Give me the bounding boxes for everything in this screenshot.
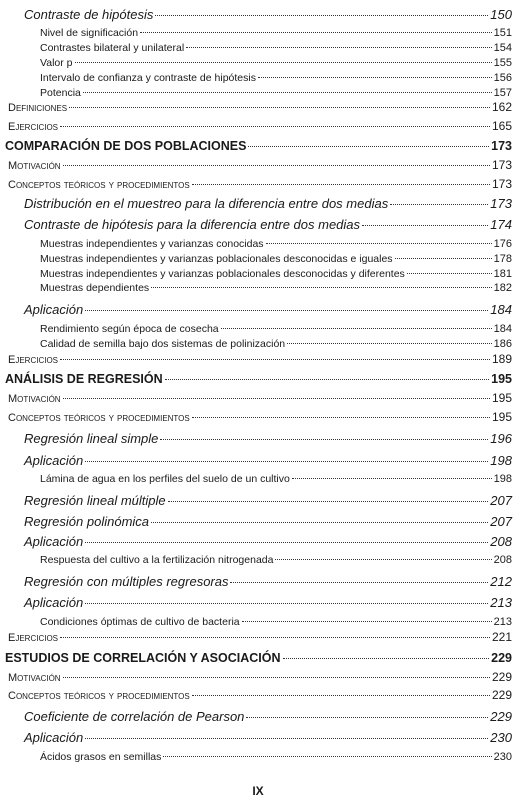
dot-leader — [85, 542, 488, 543]
toc-entry-title: Respuesta del cultivo a la fertilización nitrogenada — [40, 554, 274, 566]
dot-leader — [85, 603, 488, 604]
toc-entry[interactable] — [8, 159, 512, 172]
dot-leader — [242, 621, 492, 622]
dot-leader — [221, 328, 492, 329]
toc-entry-title: Motivación — [8, 672, 61, 684]
toc-entry[interactable] — [24, 8, 512, 21]
toc-entry-page: 208 — [490, 534, 512, 549]
toc-entry[interactable] — [40, 73, 512, 84]
toc-entry-page: 156 — [493, 72, 512, 84]
toc-entry[interactable] — [24, 515, 512, 528]
toc-entry[interactable] — [24, 710, 512, 723]
dot-leader — [85, 310, 488, 311]
toc-entry-title: Aplicación — [24, 534, 84, 549]
dot-leader — [192, 695, 490, 696]
toc-entry-page: 230 — [490, 730, 512, 745]
toc-entry-page: 189 — [491, 352, 512, 366]
toc-entry[interactable] — [8, 101, 512, 114]
toc-entry-page: 157 — [493, 87, 512, 99]
toc-entry-title: Ejercicios — [8, 632, 59, 644]
toc-entry-page: 229 — [491, 688, 512, 702]
dot-leader — [287, 343, 492, 344]
toc-entry-title: Contraste de hipótesis para la diferencia entre dos medias — [24, 217, 361, 232]
toc-entry-page: 150 — [490, 7, 512, 22]
toc-entry-title: Muestras independientes y varianzas poblacionales desconocidas y diferentes — [40, 268, 405, 280]
toc-entry-title: ANÁLISIS DE REGRESIÓN — [5, 372, 163, 386]
toc-entry[interactable] — [40, 617, 512, 628]
dot-leader — [390, 204, 488, 205]
toc-entry[interactable] — [40, 752, 512, 763]
toc-entry-title: Ácidos grasos en semillas — [40, 751, 162, 763]
toc-entry-page: 213 — [490, 595, 512, 610]
toc-entry-title: Aplicación — [24, 302, 84, 317]
toc-entry[interactable] — [8, 411, 512, 424]
toc-entry-page: 173 — [491, 177, 512, 191]
dot-leader — [395, 258, 492, 259]
toc-entry-title: Conceptos teóricos y procedimientos — [8, 690, 190, 702]
toc-entry-page: 184 — [490, 302, 512, 317]
dot-leader — [85, 738, 488, 739]
dot-leader — [83, 92, 492, 93]
dot-leader — [63, 398, 490, 399]
toc-entry-page: 198 — [493, 473, 512, 485]
dot-leader — [266, 243, 492, 244]
toc-entry-title: Definiciones — [8, 102, 68, 114]
toc-entry-title: Muestras dependientes — [40, 282, 150, 294]
dot-leader — [151, 287, 491, 288]
dot-leader — [160, 439, 488, 440]
toc-entry[interactable] — [8, 671, 512, 684]
toc-entry-page: 229 — [490, 709, 512, 724]
toc-entry[interactable] — [40, 254, 512, 265]
toc-entry-page: 186 — [493, 338, 512, 350]
toc-entry-page: 198 — [490, 453, 512, 468]
toc-entry[interactable] — [24, 575, 512, 588]
toc-entry-page: 174 — [490, 217, 512, 232]
toc-entry-title: Muestras independientes y varianzas conocidas — [40, 238, 264, 250]
dot-leader — [151, 522, 488, 523]
toc-entry[interactable] — [8, 631, 512, 644]
toc-entry-title: Coeficiente de correlación de Pearson — [24, 709, 245, 724]
toc-entry-title: Contraste de hipótesis — [24, 7, 154, 22]
toc-entry[interactable] — [24, 197, 512, 210]
toc-entry-page: 196 — [490, 431, 512, 446]
toc-entry[interactable] — [24, 218, 512, 231]
toc-entry[interactable] — [40, 239, 512, 250]
toc-entry[interactable] — [40, 324, 512, 335]
dot-leader — [75, 62, 492, 63]
dot-leader — [168, 501, 489, 502]
dot-leader — [85, 461, 488, 462]
toc-entry[interactable] — [8, 120, 512, 133]
toc-entry-page: 207 — [490, 514, 512, 529]
toc-entry-page: 212 — [490, 574, 512, 589]
toc-entry-page: 162 — [491, 100, 512, 114]
toc-entry-title: Lámina de agua en los perfiles del suelo de un cultivo — [40, 473, 290, 485]
toc-entry-page: 173 — [491, 139, 512, 153]
toc-entry-title: Regresión lineal múltiple — [24, 493, 166, 508]
toc-entry-page: 151 — [493, 27, 512, 39]
toc-entry-title: Regresión con múltiples regresoras — [24, 574, 229, 589]
dot-leader — [258, 77, 492, 78]
dot-leader — [140, 32, 492, 33]
toc-entry-page: 176 — [493, 238, 512, 250]
toc-entry-page: 229 — [491, 651, 512, 665]
toc-entry-page: 178 — [493, 253, 512, 265]
toc-entry[interactable] — [24, 432, 512, 445]
toc-entry-title: Motivación — [8, 393, 61, 405]
dot-leader — [60, 359, 490, 360]
toc-entry[interactable] — [24, 731, 512, 744]
toc-entry[interactable] — [24, 303, 512, 316]
dot-leader — [192, 417, 490, 418]
dot-leader — [163, 756, 491, 757]
toc-entry-title: Regresión polinómica — [24, 514, 150, 529]
dot-leader — [192, 184, 490, 185]
toc-entry-page: 195 — [491, 391, 512, 405]
toc-entry-page: 208 — [493, 554, 512, 566]
toc-entry-page: 181 — [493, 268, 512, 280]
toc-entry-title: Valor p — [40, 57, 73, 69]
dot-leader — [63, 677, 490, 678]
toc-entry-page: 195 — [491, 410, 512, 424]
dot-leader — [362, 225, 488, 226]
dot-leader — [63, 165, 490, 166]
dot-leader — [69, 107, 490, 108]
toc-entry[interactable] — [24, 454, 512, 467]
toc-entry-page: 229 — [491, 670, 512, 684]
toc-entry-page: 184 — [493, 323, 512, 335]
toc-entry[interactable] — [40, 58, 512, 69]
dot-leader — [60, 126, 490, 127]
toc-entry-page: 173 — [491, 158, 512, 172]
toc-entry-title: Nivel de significación — [40, 27, 139, 39]
toc-entry-title: Rendimiento según época de cosecha — [40, 323, 219, 335]
toc-entry-title: Aplicación — [24, 595, 84, 610]
toc-entry-page: 230 — [493, 751, 512, 763]
toc-entry[interactable] — [40, 555, 512, 566]
toc-entry-title: Intervalo de confianza y contraste de hipótesis — [40, 72, 256, 84]
dot-leader — [407, 273, 492, 274]
toc-entry[interactable] — [40, 88, 512, 99]
toc-entry-page: 155 — [493, 57, 512, 69]
toc-entry-title: ESTUDIOS DE CORRELACIÓN Y ASOCIACIÓN — [5, 651, 281, 665]
toc-entry[interactable] — [40, 269, 512, 280]
toc-entry-page: 182 — [493, 282, 512, 294]
toc-entry[interactable] — [24, 494, 512, 507]
toc-entry[interactable] — [24, 535, 512, 548]
toc-entry-title: Condiciones óptimas de cultivo de bacteria — [40, 616, 240, 628]
toc-entry-title: Muestras independientes y varianzas poblacionales desconocidas e iguales — [40, 253, 393, 265]
toc-entry[interactable] — [8, 392, 512, 405]
toc-entry[interactable] — [8, 353, 512, 366]
dot-leader — [165, 379, 489, 380]
dot-leader — [283, 658, 490, 659]
dot-leader — [60, 637, 490, 638]
toc-entry-title: Distribución en el muestreo para la diferencia entre dos medias — [24, 196, 389, 211]
dot-leader — [248, 146, 489, 147]
toc-entry-title: Conceptos teóricos y procedimientos — [8, 412, 190, 424]
toc-entry-title: Ejercicios — [8, 121, 59, 133]
toc-entry-page: 154 — [493, 42, 512, 54]
toc-entry[interactable] — [8, 689, 512, 702]
dot-leader — [186, 47, 491, 48]
dot-leader — [246, 717, 488, 718]
toc-entry[interactable] — [5, 652, 512, 665]
toc-entry[interactable] — [5, 140, 512, 153]
toc-entry-title: Contrastes bilateral y unilateral — [40, 42, 185, 54]
dot-leader — [292, 478, 492, 479]
toc-entry-title: Ejercicios — [8, 354, 59, 366]
dot-leader — [155, 15, 488, 16]
toc-entry-page: 207 — [490, 493, 512, 508]
toc-entry[interactable] — [40, 283, 512, 294]
toc-entry[interactable] — [24, 596, 512, 609]
toc-entry-title: Aplicación — [24, 730, 84, 745]
toc-entry-page: 195 — [491, 372, 512, 386]
toc-entry-title: Motivación — [8, 160, 61, 172]
toc-entry[interactable] — [40, 339, 512, 350]
dot-leader — [275, 559, 491, 560]
page-number: IX — [252, 784, 264, 798]
toc-entry-page: 221 — [491, 630, 512, 644]
toc-entry-title: Potencia — [40, 87, 81, 99]
toc-entry-title: Calidad de semilla bajo dos sistemas de polinización — [40, 338, 286, 350]
toc-entry-title: COMPARACIÓN DE DOS POBLACIONES — [5, 139, 247, 153]
toc-entry[interactable] — [5, 373, 512, 386]
toc-entry[interactable] — [40, 28, 512, 39]
toc-entry-title: Aplicación — [24, 453, 84, 468]
toc-entry-title: Regresión lineal simple — [24, 431, 159, 446]
dot-leader — [230, 582, 488, 583]
toc-entry-page: 165 — [491, 119, 512, 133]
toc-entry-page: 173 — [490, 196, 512, 211]
toc-entry[interactable] — [40, 474, 512, 485]
toc-entry[interactable] — [40, 43, 512, 54]
toc-entry-title: Conceptos teóricos y procedimientos — [8, 179, 190, 191]
toc-entry-page: 213 — [493, 616, 512, 628]
toc-entry[interactable] — [8, 178, 512, 191]
